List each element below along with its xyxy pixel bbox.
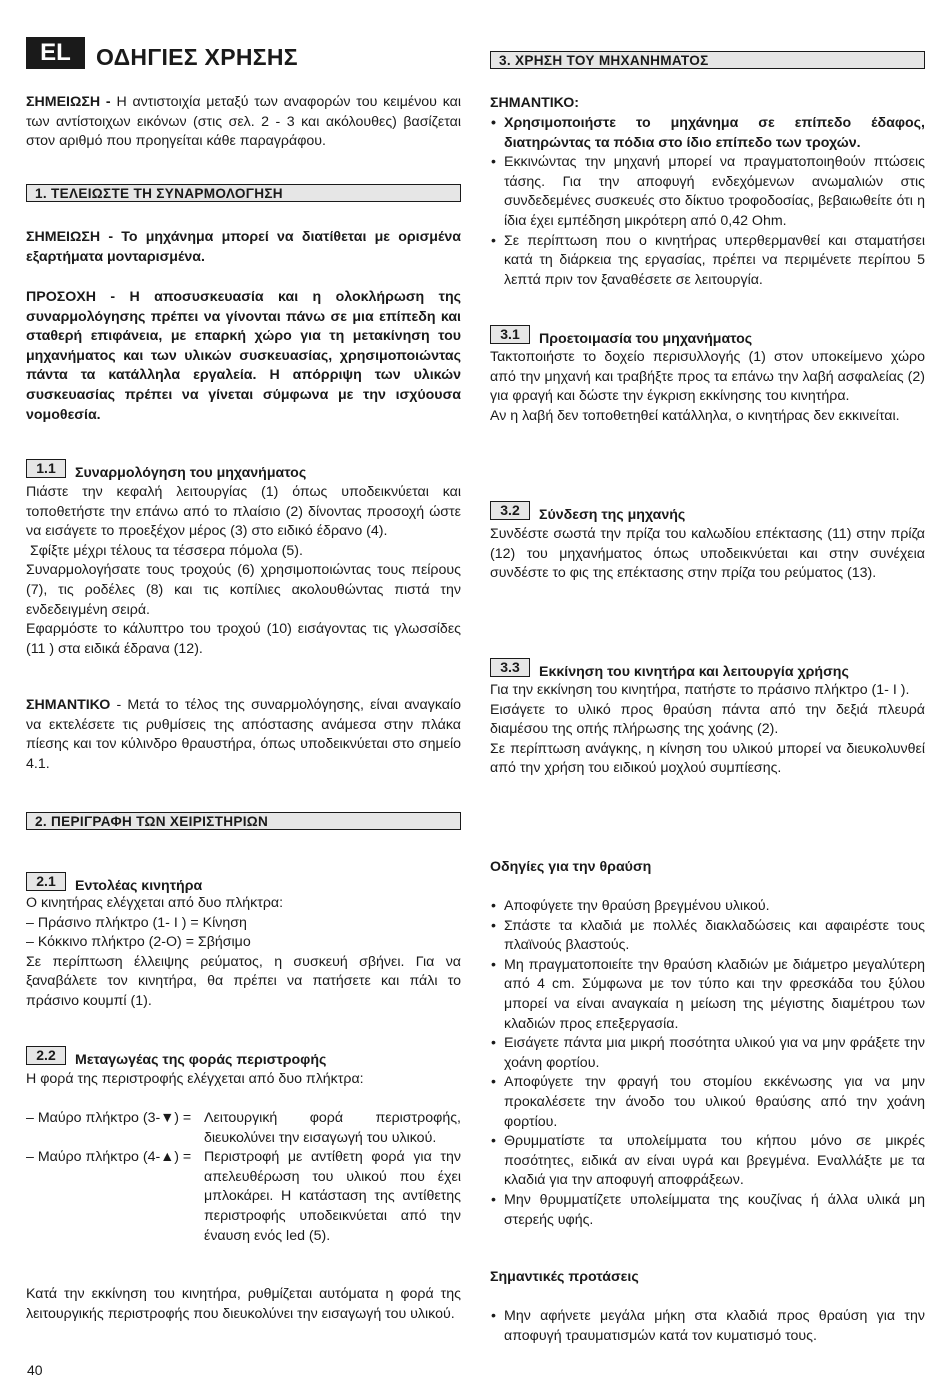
subsection-2-1-heading xyxy=(26,872,461,896)
paragraph: Αν η λαβή δεν τοποθετηθεί κατάλληλα, ο κινητήρας δεν εκκινείται. xyxy=(490,407,900,424)
subsection-number: 2.1 xyxy=(26,872,66,891)
list-item: • Μην αφήνετε μεγάλα μήκη στα κλαδιά προς θραύση για την αποφυγή τραυματισμών κατά τον κυματισμό τους. xyxy=(490,1307,925,1346)
tips-heading: Σημαντικές προτάσεις xyxy=(490,1269,639,1285)
key-list xyxy=(26,1109,461,1246)
list-item: • Μην θρυμματίζετε υπολείμματα της κουζίνας ή άλλα υλικά μη στερεής υφής. xyxy=(490,1191,925,1230)
subsection-2-1-body xyxy=(26,894,461,1012)
subsection-3-1-body xyxy=(490,348,925,426)
subsection-number: 3.3 xyxy=(490,658,530,677)
section-1-note: ΣΗΜΕΙΩΣΗ - Το μηχάνημα μπορεί να διατίθεται με ορισμένα εξαρτήματα μονταρισμένα. xyxy=(26,229,461,265)
paragraph: Για την εκκίνηση του κινητήρα, πατήστε το πράσινο πλήκτρο (1- I ). xyxy=(490,682,910,698)
intro-note xyxy=(26,93,461,152)
section-2-heading: 2. ΠΕΡΙΓΡΑΦΗ ΤΩΝ ΧΕΙΡΙΣΤΗΡΙΩΝ xyxy=(26,812,461,830)
subsection-3-2-body: Συνδέστε σωστά την πρίζα του καλωδίου επέκτασης (11) στην πρίζα (12) του μηχανήματος όπως υποδεικνύεται και στην συνέχεια συνδέστε το φις της επέκτασης στην πρίζα του ρεύματος (13). xyxy=(490,526,925,582)
section-1-heading: 1. ΤΕΛΕΙΩΣΤΕ ΤΗ ΣΥΝΑΡΜΟΛΟΓΗΣΗ xyxy=(26,184,461,202)
section-3-heading: 3. ΧΡΗΣΗ ΤΟΥ ΜΗΧΑΝΗΜΑΤΟΣ xyxy=(490,51,925,69)
subsection-title: Εντολέας κινητήρα xyxy=(75,878,203,894)
list-item: • Αποφύγετε την θραύση βρεγμένου υλικού. xyxy=(490,897,925,917)
subsection-number: 1.1 xyxy=(26,459,66,478)
list-item: • Αποφύγετε την φραγή του στομίου εκκένωσης για να μην προκαλέσετε την άνοδο του υλικού θραύσης από την χοάνη φορτίου. xyxy=(490,1073,925,1132)
subsection-title: Συναρμολόγηση του μηχανήματος xyxy=(75,465,307,481)
paragraph: – Πράσινο πλήκτρο (1- I ) = Κίνηση xyxy=(26,914,247,931)
key-label: – Μαύρο πλήκτρο (4-▲) = xyxy=(26,1149,192,1166)
key-label: – Μαύρο πλήκτρο (3-▼) = xyxy=(26,1110,192,1126)
subsection-3-2-heading xyxy=(490,501,925,525)
section-1-warning: ΠΡΟΣΟΧΗ - Η αποσυσκευασία και η ολοκλήρωση της συναρμολόγησης πρέπει να γίνονται πάνω σε μια επίπεδη και σταθερή επιφάνεια, με επαρκή χώρο για τη μετακίνηση του μηχανήματος και των υλικών συσκευασίας, χρησιμοποιώντας πάντα τα κατάλληλα εργαλεία. Η απόρριψη των υλικών συσκευασίας πρέπει να γίνεται σύμφωνα με την ισχύουσα νομοθεσία. xyxy=(26,289,461,423)
subsection-3-3-body xyxy=(490,681,925,779)
language-tag: EL xyxy=(26,37,85,69)
section-3-important-label: ΣΗΜΑΝΤΙΚΟ: xyxy=(490,95,580,111)
key-row xyxy=(26,1109,461,1148)
subsection-2-2-body: Κατά την εκκίνηση του κινητήρα, ρυθμίζεται αυτόματα η φορά της λειτουργικής περιστροφής που διευκολύνει την εισαγωγή του υλικού. xyxy=(26,1286,461,1322)
subsection-number: 2.2 xyxy=(26,1046,66,1065)
intro-label: ΣΗΜΕΙΩΣΗ - xyxy=(26,94,111,110)
paragraph: – Κόκκινο πλήκτρο (2-O) = Σβήσιμο xyxy=(26,934,251,951)
paragraph: Σε περίπτωση ανάγκης, η κίνηση του υλικού μπορεί να διευκολυνθεί από την χρήση του ειδικού μοχλού συμπίεσης. xyxy=(490,740,925,777)
subsection-title: Εκκίνηση του κινητήρα και λειτουργία χρήσης xyxy=(539,664,849,680)
key-row xyxy=(26,1148,461,1246)
page-number: 40 xyxy=(27,1362,43,1378)
intro-text: Η αντιστοιχία μεταξύ των αναφορών του κειμένου και των αντίστοιχων εικόνων (στις σελ. 2 - 3 και ακόλουθες) βασίζεται στον αριθμό που προηγείται κάθε παραγράφου. xyxy=(26,94,461,150)
paragraph: Σφίξτε μέχρι τέλους τα τέσσερα πόμολα (5). xyxy=(26,542,303,559)
important-text: - Μετά το τέλος της συναρμολόγησης, είναι αναγκαίο να εκτελέσετε τις ρυθμίσεις της απόστασης ανάμεσα στην πλάκα πίεσης και τον κύλινδρο θραυστήρα, όπως υποδεικνύεται στο σημείο 4.1. xyxy=(26,697,461,772)
list-item: • Εκκινώντας την μηχανή μπορεί να πραγματοποιηθούν πτώσεις τάσης. Για την αποφυγή ενδεχόμενων ανωμαλιών στις συνδεδεμένες συσκευές στο δίκτυο τροφοδοσίας, βεβαιωθείτε ότι η ίδια έχει εμπέδηση μικρότερη από 0,42 Ohm. xyxy=(490,153,925,231)
list-item: • Σε περίπτωση που ο κινητήρας υπερθερμανθεί και σταματήσει κατά τη διάρκεια της εργασίας, πρέπει να περιμένετε περίπου 5 λεπτά πριν τον ξαναθέσετε σε λειτουργία. xyxy=(490,232,925,291)
subsection-3-3-heading xyxy=(490,658,925,682)
subsection-2-2-heading xyxy=(26,1046,461,1070)
list-item: • Εισάγετε πάντα μια μικρή ποσότητα υλικού για να μην φράξετε την χοάνη φορτίου. xyxy=(490,1034,925,1073)
subsection-1-1-body xyxy=(26,483,461,659)
crushing-list xyxy=(490,897,925,1230)
paragraph: Εφαρμόστε το κάλυπτρο του τροχού (10) εισάγοντας τις γλωσσίδες (11 ) στα ειδικά έδρανα (12). xyxy=(26,621,461,657)
paragraph: Τακτοποιήστε το δοχείο περισυλλογής (1) στον υποκείμενο χώρο από την μηχανή και τραβήξτε προς τα επάνω την λαβή ασφαλείας (2) για φραγή και δώστε την έγκριση εκκίνησης του κινητήρα. xyxy=(490,349,925,405)
subsection-title: Σύνδεση της μηχανής xyxy=(539,507,686,523)
subsection-3-1-heading xyxy=(490,325,925,349)
subsection-title: Μεταγωγέας της φοράς περιστροφής xyxy=(75,1052,327,1068)
section-1-important xyxy=(26,696,461,774)
subsection-number: 3.1 xyxy=(490,325,530,344)
crushing-heading: Οδηγίες για την θραύση xyxy=(490,859,652,875)
section-3-important-list xyxy=(490,114,925,290)
subsection-title: Προετοιμασία του μηχανήματος xyxy=(539,331,753,347)
list-item: • Σπάστε τα κλαδιά με πολλές διακλαδώσεις και αφαιρέστε τους πλαϊνούς βλαστούς. xyxy=(490,917,925,956)
list-item: • Χρησιμοποιήστε το μηχάνημα σε επίπεδο έδαφος, διατηρώντας τα πόδια στο ίδιο επίπεδο των τροχών. xyxy=(490,114,925,153)
subsection-1-1-heading xyxy=(26,459,461,483)
list-item: • Μη πραγματοποιείτε την θραύση κλαδιών με διάμετρο μεγαλύτερη από 4 cm. Σύμφωνα με τον τύπο και την φρεσκάδα του ξύλου μπορεί να είναι αναγκαία η μείωση της μέγιστης διαμέτρου των κλαδιών προς επεξεργασία. xyxy=(490,956,925,1034)
subsection-number: 3.2 xyxy=(490,501,530,520)
key-description: Λειτουργική φορά περιστροφής, διευκολύνει την εισαγωγή του υλικού. xyxy=(204,1110,461,1146)
paragraph: Σε περίπτωση έλλειψης ρεύματος, η συσκευή σβήνει. Για να ξαναβάλετε τον κινητήρα, θα πρέπει να πατήσετε και πάλι το πράσινο κουμπί (1). xyxy=(26,953,461,1009)
page-title: ΟΔΗΓΙΕΣ ΧΡΗΣΗΣ xyxy=(96,44,298,70)
paragraph: Εισάγετε το υλικό προς θραύση πάντα από την δεξιά πλευρά διαμέσου της οπής πλήρωσης της χοάνης (2). xyxy=(490,701,925,738)
list-item: • Θρυμματίστε τα υπολείμματα του κήπου μόνο σε μικρές ποσότητες, ειδικά αν είναι υγρά και βρεγμένα. Εναλλάξτε με τα κλαδιά για την αποφυγή αποφράξεων. xyxy=(490,1132,925,1191)
paragraph: Ο κινητήρας ελέγχεται από δυο πλήκτρα: xyxy=(26,895,284,911)
key-description: Περιστροφή με αντίθετη φορά για την απελευθέρωση του υλικού που έχει μπλοκάρει. Η κατάσταση της αντίθετης περιστροφής υποδεικνύεται από την έναυση ενός led (5). xyxy=(204,1149,461,1244)
subsection-2-2-intro: Η φορά της περιστροφής ελέγχεται από δυο πλήκτρα: xyxy=(26,1071,364,1087)
tips-list xyxy=(490,1307,925,1346)
paragraph: Πιάστε την κεφαλή λειτουργίας (1) όπως υποδεικνύεται και τοποθετήστε την επάνω από το πλαίσιο (2) δίνοντας προσοχή ώστε να εισάγετε το προεξέχον μέρος (3) στο ειδικό έδρανο (4). xyxy=(26,484,461,540)
paragraph: Συναρμολογήσατε τους τροχούς (6) χρησιμοποιώντας τους πείρους (7), τις ροδέλες (8) και τις κοπίλιες ακολουθώντας πιστά την ενδεδειγμένη σειρά. xyxy=(26,562,461,618)
important-label: ΣΗΜΑΝΤΙΚΟ xyxy=(26,697,111,713)
